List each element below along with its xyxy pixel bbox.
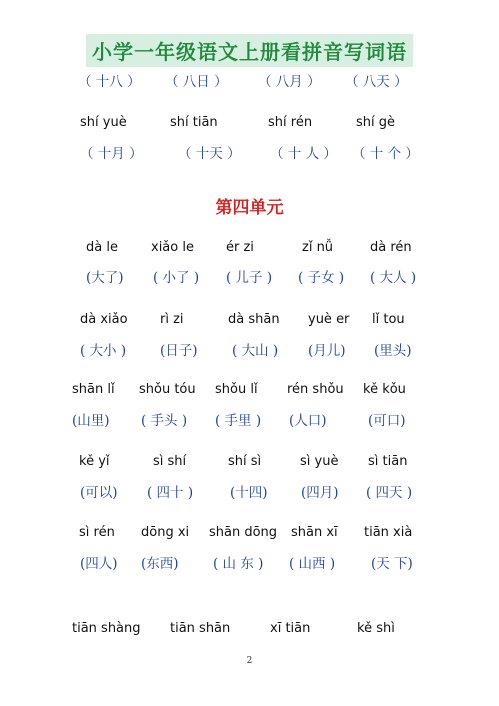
answer-word: (山里) [72,413,110,429]
pinyin-row [0,454,499,476]
answer-word: （ 八月 ） [258,74,321,90]
answer-row [0,552,499,574]
answer-row [0,70,499,92]
answer-word: (东西) [141,556,179,572]
answer-row [0,142,499,164]
pinyin-word: sì tiān [368,454,408,469]
answer-word: （ 十八 ） [78,74,141,90]
page-number: 2 [246,656,253,666]
pinyin-word: tiān shān [170,621,231,636]
title-bar [0,34,499,67]
answer-word: (可口) [368,413,406,429]
answer-word: （ 八天 ） [345,74,408,90]
pinyin-row [0,525,499,547]
answer-word: （ 十天 ） [178,146,241,162]
pinyin-word: shí rén [268,115,313,130]
pinyin-word: shí sì [228,454,262,469]
answer-word: (天 下) [371,556,413,572]
pinyin-word: kě shì [357,621,395,636]
pinyin-word: shān dōng [209,525,278,540]
answer-word: ( 四十 ) [147,485,194,501]
pinyin-word: shí tiān [170,115,218,130]
answer-word: (大了) [86,270,124,286]
pinyin-row [0,115,499,137]
pinyin-word: ér zi [226,240,254,255]
pinyin-word: shān xī [291,525,338,540]
answer-word: ( 手里 ) [215,413,262,429]
answer-word: (四人) [80,556,118,572]
answer-word: (十四) [230,485,268,501]
pinyin-word: dōng xi [141,525,190,540]
answer-word: （ 十 人 ） [270,146,337,162]
pinyin-word: sì rén [79,525,115,540]
answer-word: ( 大小 ) [80,343,127,359]
pinyin-word: rì zi [160,312,184,327]
pinyin-word: zǐ nǚ [302,240,334,255]
pinyin-row [0,621,499,643]
answer-word: (可以) [80,485,118,501]
answer-word: ( 大山 ) [232,343,279,359]
answer-word: （ 十月 ） [80,146,143,162]
answer-word: ( 四天 ) [366,485,413,501]
pinyin-word: dà xiǎo [80,312,128,327]
pinyin-word: shǒu lǐ [215,382,258,397]
worksheet-title: 小学一年级语文上册看拼音写词语 [86,34,413,67]
answer-word: (四月) [301,485,339,501]
pinyin-row [0,312,499,334]
answer-word: ( 儿子 ) [226,270,273,286]
pinyin-word: shān lǐ [72,382,115,397]
answer-word: ( 手头 ) [141,413,188,429]
pinyin-word: sì shí [153,454,187,469]
pinyin-word: lǐ tou [372,312,405,327]
pinyin-word: dà shān [228,312,280,327]
answer-word: （ 八日 ） [165,74,228,90]
unit-heading: 第四单元 [215,198,284,218]
answer-row [0,266,499,288]
pinyin-word: yuè er [308,312,350,327]
pinyin-word: shǒu tóu [139,382,196,397]
answer-word: ( 子女 ) [298,270,345,286]
pinyin-word: rén shǒu [287,382,344,397]
pinyin-word: kě yǐ [79,454,110,469]
pinyin-word: tiān xià [364,525,413,540]
answer-word: (月儿) [308,343,346,359]
pinyin-word: xiǎo le [151,240,194,255]
answer-word: ( 山 东 ) [213,556,264,572]
answer-word: (日子) [160,343,198,359]
answer-word: (人口) [289,413,327,429]
pinyin-word: kě kǒu [363,382,406,397]
pinyin-row [0,382,499,404]
pinyin-word: shí gè [356,115,396,130]
answer-word: （ 十 个 ） [352,146,419,162]
answer-word: ( 小了 ) [153,270,200,286]
answer-row [0,481,499,503]
pinyin-word: xī tiān [270,621,311,636]
pinyin-row [0,240,499,262]
pinyin-word: dà le [86,240,118,255]
answer-word: ( 山西 ) [289,556,336,572]
answer-word: ( 大人 ) [370,270,417,286]
answer-row [0,409,499,431]
pinyin-word: shí yuè [80,115,127,130]
pinyin-word: tiān shàng [72,621,141,636]
pinyin-word: dà rén [370,240,412,255]
answer-word: (里头) [374,343,412,359]
pinyin-word: sì yuè [300,454,339,469]
answer-row [0,339,499,361]
